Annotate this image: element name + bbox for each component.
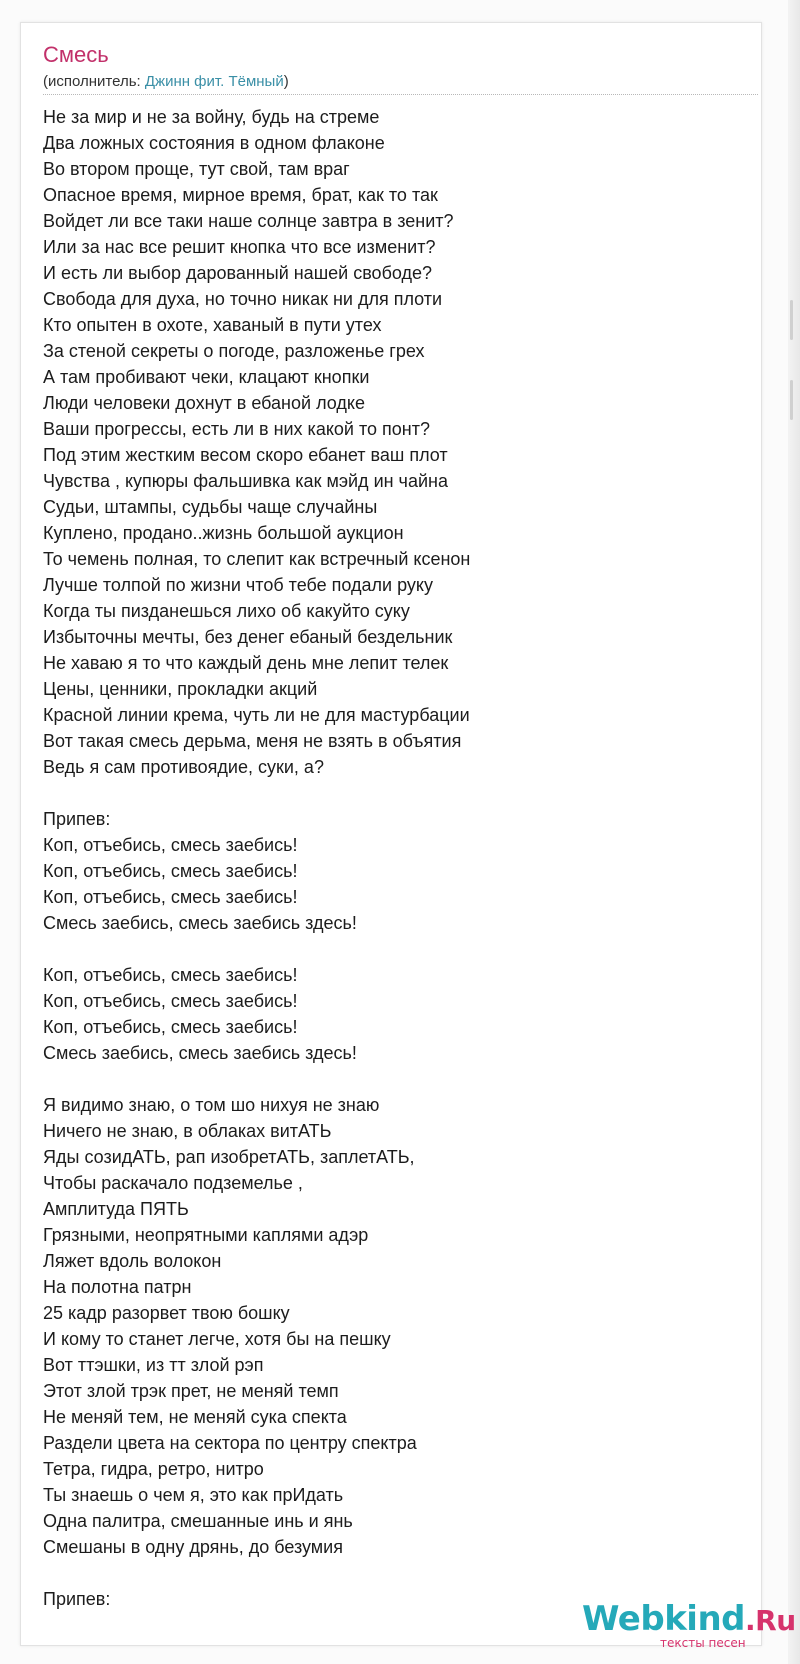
logo-wordmark: [582, 1600, 796, 1640]
lyric-line: Я видимо знаю, о том шо нихуя не знаю: [43, 1095, 380, 1115]
lyric-line: Под этим жестким весом скоро ебанет ваш плот: [43, 445, 448, 465]
logo-tagline: тексты песен: [660, 1636, 746, 1650]
lyric-line: Красной линии крема, чуть ли не для мастурбации: [43, 705, 470, 725]
artist-suffix: ): [283, 73, 289, 90]
webkind-logo[interactable]: [582, 1599, 796, 1650]
artist-link[interactable]: Джинн фит. Тёмный: [144, 73, 284, 90]
lyric-line: Яды созидАТЬ, рап изобретАТЬ, заплетАТЬ,: [43, 1147, 415, 1167]
lyric-line: Два ложных состояния в одном флаконе: [43, 133, 385, 153]
lyric-line: Не хаваю я то что каждый день мне лепит телек: [43, 653, 449, 673]
lyric-line: Не меняй тем, не меняй сука спекта: [43, 1407, 347, 1427]
lyric-line: Вот ттэшки, из тт злой рэп: [43, 1355, 264, 1375]
lyric-line: Лучше толпой по жизни чтоб тебе подали руку: [43, 575, 433, 595]
stanza-gap: [43, 1066, 743, 1092]
lyric-line: Судьи, штампы, судьбы чаще случайны: [43, 497, 378, 517]
lyric-line: Припев:: [43, 1589, 111, 1609]
edge-mark: [790, 300, 793, 340]
lyric-line: Цены, ценники, прокладки акций: [43, 679, 318, 699]
lyric-line: Ведь я сам противоядие, суки, а?: [43, 757, 324, 777]
page-right-edge: [788, 0, 800, 1664]
lyric-line: Избыточны мечты, без денег ебаный бездельник: [43, 627, 453, 647]
lyric-line: 25 кадр разорвет твою бошку: [43, 1303, 290, 1323]
lyric-line: Чтобы раскачало подземелье ,: [43, 1173, 303, 1193]
lyric-line: Опасное время, мирное время, брат, как то так: [43, 185, 438, 205]
lyric-line: И есть ли выбор дарованный нашей свободе?: [43, 263, 433, 283]
lyric-line: Смесь заебись, смесь заебись здесь!: [43, 913, 357, 933]
lyric-line: Смешаны в одну дрянь, до безумия: [43, 1537, 343, 1557]
lyric-line: Коп, отъебись, смесь заебись!: [43, 991, 298, 1011]
lyric-line: Во втором проще, тут свой, там враг: [43, 159, 350, 179]
logo-suffix: .Ru: [745, 1604, 796, 1637]
lyric-line: Ляжет вдоль волокон: [43, 1251, 222, 1271]
stanza-gap: [43, 780, 743, 806]
header-divider: [43, 94, 758, 95]
lyric-line: Этот злой трэк прет, не меняй темп: [43, 1381, 339, 1401]
lyric-line: И кому то станет легче, хотя бы на пешку: [43, 1329, 391, 1349]
lyric-line: То чемень полная, то слепит как встречный ксенон: [43, 549, 471, 569]
lyric-line: Войдет ли все таки наше солнце завтра в зенит?: [43, 211, 454, 231]
lyric-line: Коп, отъебись, смесь заебись!: [43, 835, 298, 855]
lyric-line: Смесь заебись, смесь заебись здесь!: [43, 1043, 357, 1063]
lyric-line: Когда ты пизданешься лихо об какуйто суку: [43, 601, 410, 621]
lyric-line: Ничего не знаю, в облаках витАТЬ: [43, 1121, 332, 1141]
lyric-line: Коп, отъебись, смесь заебись!: [43, 965, 298, 985]
lyrics-text: [43, 104, 743, 1612]
lyric-line: Вот такая смесь дерьма, меня не взять в объятия: [43, 731, 462, 751]
logo-main-text: Webkind: [582, 1599, 745, 1639]
lyric-line: За стеной секреты о погоде, разложенье грех: [43, 341, 425, 361]
lyric-line: На полотна патрн: [43, 1277, 192, 1297]
lyric-line: Припев:: [43, 809, 111, 829]
lyric-line: Люди человеки дохнут в ебаной лодке: [43, 393, 365, 413]
lyric-line: А там пробивают чеки, клацают кнопки: [43, 367, 370, 387]
edge-mark: [790, 380, 793, 420]
lyric-line: Кто опытен в охоте, хаваный в пути утех: [43, 315, 382, 335]
lyric-line: Куплено, продано..жизнь большой аукцион: [43, 523, 404, 543]
lyric-line: Грязными, неопрятными каплями адэр: [43, 1225, 369, 1245]
lyric-line: Ваши прогрессы, есть ли в них какой то понт?: [43, 419, 430, 439]
lyric-line: Чувства , купюры фальшивка как мэйд ин чайна: [43, 471, 448, 491]
lyric-line: Не за мир и не за войну, будь на стреме: [43, 107, 380, 127]
lyric-line: Ты знаешь о чем я, это как прИдать: [43, 1485, 344, 1505]
song-title: Смесь: [43, 42, 109, 67]
lyric-line: Коп, отъебись, смесь заебись!: [43, 1017, 298, 1037]
artist-prefix: (исполнитель:: [43, 73, 145, 90]
lyric-line: Одна палитра, смешанные инь и янь: [43, 1511, 353, 1531]
lyric-line: Раздели цвета на сектора по центру спектра: [43, 1433, 417, 1453]
stanza-gap: [43, 1560, 743, 1586]
lyric-line: Коп, отъебись, смесь заебись!: [43, 887, 298, 907]
lyric-line: Свобода для духа, но точно никак ни для плоти: [43, 289, 443, 309]
lyric-line: Коп, отъебись, смесь заебись!: [43, 861, 298, 881]
lyric-line: Амплитуда ПЯТЬ: [43, 1199, 189, 1219]
lyric-line: Тетра, гидра, ретро, нитро: [43, 1459, 264, 1479]
artist-line: [43, 72, 289, 92]
lyric-line: Или за нас все решит кнопка что все изменит?: [43, 237, 436, 257]
stanza-gap: [43, 936, 743, 962]
